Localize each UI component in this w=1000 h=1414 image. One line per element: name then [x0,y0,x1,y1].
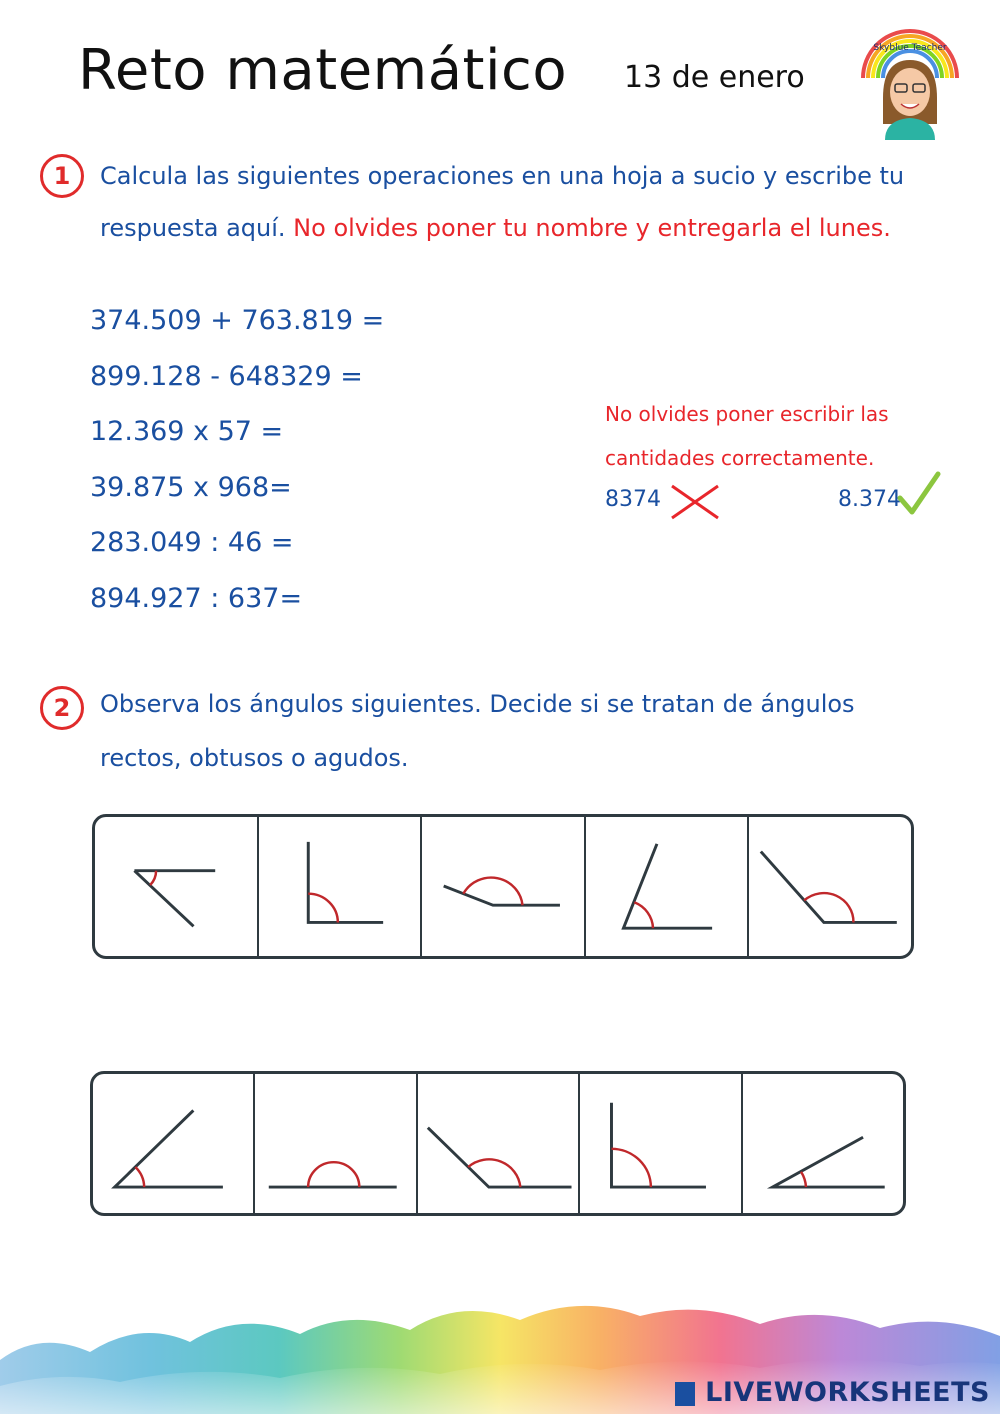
operation-2: 899.128 - 648329 = [90,361,363,392]
task1-instruction-line1: Calcula las siguientes operaciones en una hoja a sucio y escribe tu [100,162,905,190]
angle-cell [95,817,259,956]
angle-row-2 [90,1071,906,1216]
task1-instruction-line2 [100,202,891,254]
teacher-avatar [855,28,965,140]
task1-instruction-red: No olvides poner tu nombre y entregarla el lunes. [293,214,891,242]
task2-number-badge: 2 [40,686,84,730]
angle-cell [580,1074,742,1213]
note-line2: cantidades correctamente. [605,446,875,470]
cross-icon [668,482,722,522]
angle-cell [422,817,586,956]
task1-instruction-blue: respuesta aquí. [100,214,286,242]
operation-3: 12.369 x 57 = [90,416,284,447]
avatar-badge-text: Skyblue Teacher [873,43,947,53]
angle-cell [418,1074,580,1213]
task2-instruction-line2: rectos, obtusos o agudos. [100,744,409,772]
brand-text: LIVEWORKSHEETS [705,1377,990,1408]
liveworksheets-logo [675,1377,990,1408]
wrong-example: 8374 [605,487,661,512]
angle-cell [743,1074,903,1213]
angle-cell [93,1074,255,1213]
operation-6: 894.927 : 637= [90,583,303,614]
operation-5: 283.049 : 46 = [90,527,294,558]
task2-instruction-line1: Observa los ángulos siguientes. Decide si se tratan de ángulos [100,690,855,718]
angle-cell [259,817,423,956]
right-example: 8.374 [838,487,901,512]
operation-1: 374.509 + 763.819 = [90,305,385,336]
note-line1: No olvides poner escribir las [605,402,889,426]
task1-number-badge: 1 [40,154,84,198]
angle-cell [749,817,911,956]
angle-cell [255,1074,417,1213]
checkmark-icon [896,470,942,518]
angle-cell [586,817,750,956]
date-label: 13 de enero [624,60,805,95]
operation-4: 39.875 x 968= [90,472,292,503]
page-title: Reto matemático [78,38,568,103]
angle-row-1 [92,814,914,959]
